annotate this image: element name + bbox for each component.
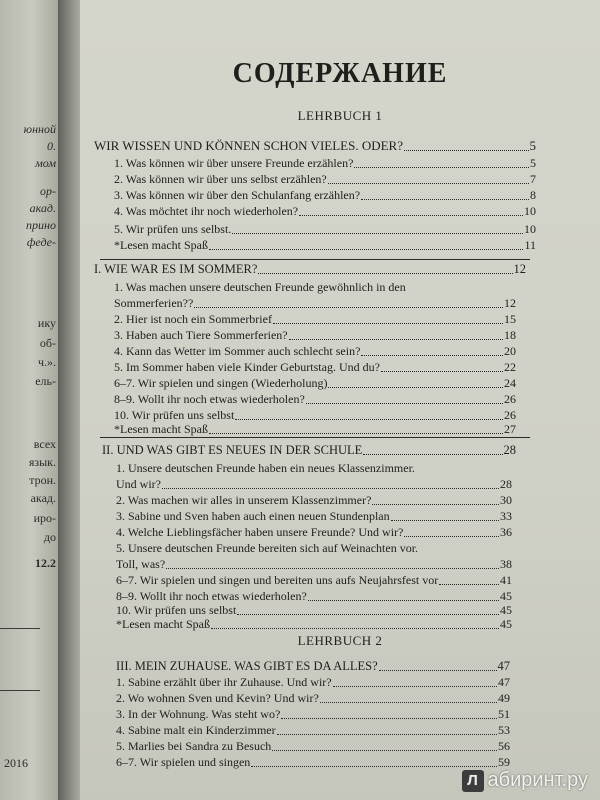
toc-entry-title: 10. Wir prüfen uns selbst — [114, 408, 235, 422]
toc-leader-dots — [281, 717, 497, 719]
toc-entry-page: 45 — [500, 589, 512, 603]
labirint-logo-icon: Л — [462, 770, 484, 792]
toc-entry — [114, 222, 536, 237]
toc-entry-page: 41 — [500, 573, 512, 587]
toc-leader-dots — [289, 338, 503, 340]
toc-entry-title: 2. Was können wir über uns selbst erzählen? — [114, 172, 327, 186]
toc-entry-page: 28 — [503, 443, 516, 457]
toc-entry — [116, 659, 510, 674]
left-fragment: акад. — [29, 201, 56, 215]
toc-leader-dots — [361, 354, 503, 356]
toc-entry-title: 6–7. Wir spielen und singen — [116, 755, 251, 769]
toc-entry — [94, 138, 536, 154]
left-year: 2016 — [4, 756, 28, 770]
toc-entry-title: 4. Welche Lieblingsfächer haben unsere Freunde? Und wir? — [116, 525, 404, 539]
toc-entry — [116, 477, 512, 492]
toc-entry-page: 26 — [504, 392, 516, 406]
toc-entry-page: 53 — [498, 723, 510, 737]
toc-entry-page: 36 — [500, 525, 512, 539]
toc-entry-page: 47 — [498, 675, 510, 689]
toc-entry — [116, 589, 512, 604]
toc-leader-dots — [328, 386, 503, 388]
toc-entry-page: 8 — [530, 188, 536, 202]
toc-leader-dots — [391, 519, 499, 521]
toc-entry-title: 1. Was machen unsere deutschen Freunde gewöhnlich in den — [114, 280, 406, 294]
page-title: СОДЕРЖАНИЕ — [232, 58, 448, 89]
left-fragment: 12.2 — [35, 556, 56, 570]
toc-entry-title: 5. Im Sommer haben viele Kinder Geburtstag. Und du? — [114, 360, 380, 374]
toc-leader-dots — [379, 669, 497, 671]
toc-entry-page: 11 — [524, 238, 536, 252]
left-divider — [0, 690, 40, 691]
toc-leader-dots — [439, 583, 499, 585]
toc-entry — [94, 262, 526, 277]
left-fragment: 0. — [47, 139, 56, 153]
toc-entry — [114, 172, 536, 187]
toc-entry — [114, 408, 516, 423]
toc-entry-title: *Lesen macht Spaß — [114, 238, 208, 252]
toc-entry — [116, 755, 510, 770]
section-divider — [100, 437, 530, 438]
toc-entry-title: Und wir? — [116, 477, 161, 491]
toc-leader-dots — [308, 599, 499, 601]
left-page-edge — [0, 0, 58, 800]
toc-entry — [114, 360, 516, 375]
toc-entry-page: 10 — [524, 204, 536, 218]
left-fragment: феде- — [26, 235, 56, 249]
toc-entry-title: 2. Was machen wir alles in unserem Klassenzimmer? — [116, 493, 372, 507]
toc-leader-dots — [328, 182, 529, 184]
toc-leader-dots — [407, 291, 515, 292]
left-fragment: прино — [26, 218, 56, 232]
toc-entry — [114, 392, 516, 407]
toc-entry — [114, 422, 516, 437]
toc-entry — [114, 156, 536, 171]
left-fragment: всех — [33, 437, 56, 451]
toc-leader-dots — [273, 322, 503, 324]
toc-entry-page: 12 — [513, 262, 526, 276]
toc-entry-title: *Lesen macht Spaß — [116, 617, 210, 631]
toc-entry-page: 56 — [498, 739, 510, 753]
toc-entry-title: 1. Was können wir über unsere Freunde erzählen? — [114, 156, 354, 170]
toc-leader-dots — [363, 453, 502, 455]
toc-entry — [114, 296, 516, 311]
toc-leader-dots — [235, 418, 503, 420]
section-divider — [100, 259, 530, 260]
toc-entry-page: 45 — [500, 603, 512, 617]
toc-entry-title: 8–9. Wollt ihr noch etwas wiederholen? — [114, 392, 305, 406]
toc-entry-page: 33 — [500, 509, 512, 523]
toc-entry-page: 5 — [530, 156, 536, 170]
toc-entry — [114, 376, 516, 391]
toc-entry-title: 3. Was können wir über den Schulanfang erzählen? — [114, 188, 361, 202]
toc-leader-dots — [211, 627, 499, 629]
toc-entry-title: II. UND WAS GIBT ES NEUES IN DER SCHULE — [102, 443, 363, 457]
toc-entry-title: 1. Sabine erzählt über ihr Zuhause. Und wir? — [116, 675, 332, 689]
toc-entry-title: 4. Was möchtet ihr noch wiederholen? — [114, 204, 299, 218]
toc-entry-title: 2. Hier ist noch ein Sommerbrief — [114, 312, 272, 326]
toc-entry-title: 10. Wir prüfen uns selbst — [116, 603, 237, 617]
toc-leader-dots — [381, 370, 503, 372]
left-fragment: юнной — [23, 122, 56, 136]
toc-entry — [116, 525, 512, 540]
toc-entry-title: 8–9. Wollt ihr noch etwas wiederholen? — [116, 589, 307, 603]
toc-leader-dots — [419, 552, 511, 553]
toc-entry-page: 49 — [498, 691, 510, 705]
toc-entry — [116, 723, 510, 738]
toc-leader-dots — [372, 503, 499, 505]
watermark-text: абиринт.ру — [487, 769, 588, 791]
toc-entry — [116, 675, 510, 690]
toc-entry-page: 12 — [504, 296, 516, 310]
toc-entry — [116, 603, 512, 618]
toc-entry — [114, 328, 516, 343]
toc-entry-page: 22 — [504, 360, 516, 374]
toc-leader-dots — [232, 232, 523, 234]
toc-leader-dots — [258, 272, 512, 274]
toc-entry — [116, 691, 510, 706]
left-fragment: язык. — [28, 455, 56, 469]
left-fragment: трон. — [29, 473, 56, 487]
toc-leader-dots — [306, 402, 503, 404]
book-heading-1: LEHRBUCH 1 — [297, 108, 383, 123]
toc-leader-dots — [237, 613, 499, 615]
toc-entry — [102, 443, 516, 458]
toc-entry-page: 51 — [498, 707, 510, 721]
toc-entry-page: 26 — [504, 408, 516, 422]
toc-leader-dots — [361, 198, 529, 200]
toc-leader-dots — [166, 567, 499, 569]
toc-entry-title: 5. Marlies bei Sandra zu Besuch — [116, 739, 272, 753]
toc-entry — [114, 344, 516, 359]
toc-leader-dots — [354, 166, 529, 168]
toc-entry — [114, 280, 516, 295]
toc-entry-page: 38 — [500, 557, 512, 571]
toc-leader-dots — [251, 765, 497, 767]
toc-leader-dots — [416, 472, 511, 473]
toc-entry-page: 47 — [497, 659, 510, 673]
toc-leader-dots — [299, 214, 523, 216]
toc-leader-dots — [277, 733, 497, 735]
toc-entry-title: 4. Kann das Wetter im Sommer auch schlecht sein? — [114, 344, 361, 358]
toc-entry-title: Sommerferien?? — [114, 296, 194, 310]
toc-entry-page: 18 — [504, 328, 516, 342]
toc-entry-title: 2. Wo wohnen Sven und Kevin? Und wir? — [116, 691, 319, 705]
toc-entry-page: 59 — [498, 755, 510, 769]
toc-entry — [116, 509, 512, 524]
left-fragment: об- — [39, 336, 56, 350]
toc-leader-dots — [194, 306, 503, 308]
toc-entry-title: *Lesen macht Spaß — [114, 422, 208, 436]
toc-entry-title: 6–7. Wir spielen und singen und bereiten uns aufs Neujahrsfest vor — [116, 573, 439, 587]
toc-entry — [114, 312, 516, 327]
toc-entry — [116, 617, 512, 632]
left-fragment: акад. — [30, 491, 56, 505]
left-fragment: ель- — [35, 374, 56, 388]
toc-entry-title: 5. Unsere deutschen Freunde bereiten sich auf Weinachten vor. — [116, 541, 419, 555]
toc-entry-title: 5. Wir prüfen uns selbst. — [114, 222, 232, 236]
toc-leader-dots — [320, 701, 497, 703]
toc-entry — [116, 493, 512, 508]
book-gutter — [58, 0, 80, 800]
toc-entry-page: 15 — [504, 312, 516, 326]
toc-leader-dots — [162, 487, 499, 489]
toc-entry — [116, 557, 512, 572]
watermark — [462, 769, 589, 792]
book-heading-2: LEHRBUCH 2 — [297, 633, 383, 648]
toc-leader-dots — [272, 749, 497, 751]
toc-entry — [114, 188, 536, 203]
toc-entry-title: I. WIE WAR ES IM SOMMER? — [94, 262, 258, 276]
toc-entry-title: III. MEIN ZUHAUSE. WAS GIBT ES DA ALLES? — [116, 659, 378, 673]
toc-entry — [116, 739, 510, 754]
toc-entry-title: 6–7. Wir spielen und singen (Wiederholung) — [114, 376, 328, 390]
toc-entry-page: 45 — [500, 617, 512, 631]
toc-leader-dots — [404, 535, 499, 537]
left-fragment: мом — [35, 156, 56, 170]
left-fragment: ор- — [40, 184, 56, 198]
toc-leader-dots — [404, 149, 529, 151]
toc-entry-page: 28 — [500, 477, 512, 491]
left-fragment: ику — [37, 316, 56, 330]
left-divider — [0, 628, 40, 629]
toc-entry-page: 20 — [504, 344, 516, 358]
left-fragment: иро- — [33, 511, 56, 525]
toc-entry-title: Toll, was? — [116, 557, 166, 571]
left-fragment: ч.». — [37, 355, 56, 369]
toc-entry-page: 5 — [529, 138, 536, 153]
toc-entry-title: WIR WISSEN UND KÖNNEN SCHON VIELES. ODER? — [94, 138, 403, 153]
toc-entry — [116, 541, 512, 556]
toc-entry-title: 1. Unsere deutschen Freunde haben ein neues Klassenzimmer. — [116, 461, 415, 475]
toc-entry-title: 3. In der Wohnung. Was steht wo? — [116, 707, 281, 721]
toc-entry — [114, 238, 536, 253]
toc-entry — [116, 707, 510, 722]
toc-entry-page: 10 — [524, 222, 536, 236]
toc-leader-dots — [209, 432, 503, 434]
toc-entry-page: 30 — [500, 493, 512, 507]
left-fragment: до — [43, 530, 56, 544]
toc-entry-title: 3. Sabine und Sven haben auch einen neuen Stundenplan — [116, 509, 390, 523]
toc-leader-dots — [209, 248, 523, 250]
contents-page — [80, 0, 600, 800]
toc-entry — [116, 573, 512, 588]
toc-entry — [114, 204, 536, 219]
toc-entry-page: 27 — [504, 422, 516, 436]
toc-entry-page: 7 — [530, 172, 536, 186]
toc-entry-title: 3. Haben auch Tiere Sommerferien? — [114, 328, 288, 342]
toc-entry — [116, 461, 512, 476]
toc-leader-dots — [333, 685, 497, 687]
toc-entry-page: 24 — [504, 376, 516, 390]
toc-entry-title: 4. Sabine malt ein Kinderzimmer — [116, 723, 276, 737]
